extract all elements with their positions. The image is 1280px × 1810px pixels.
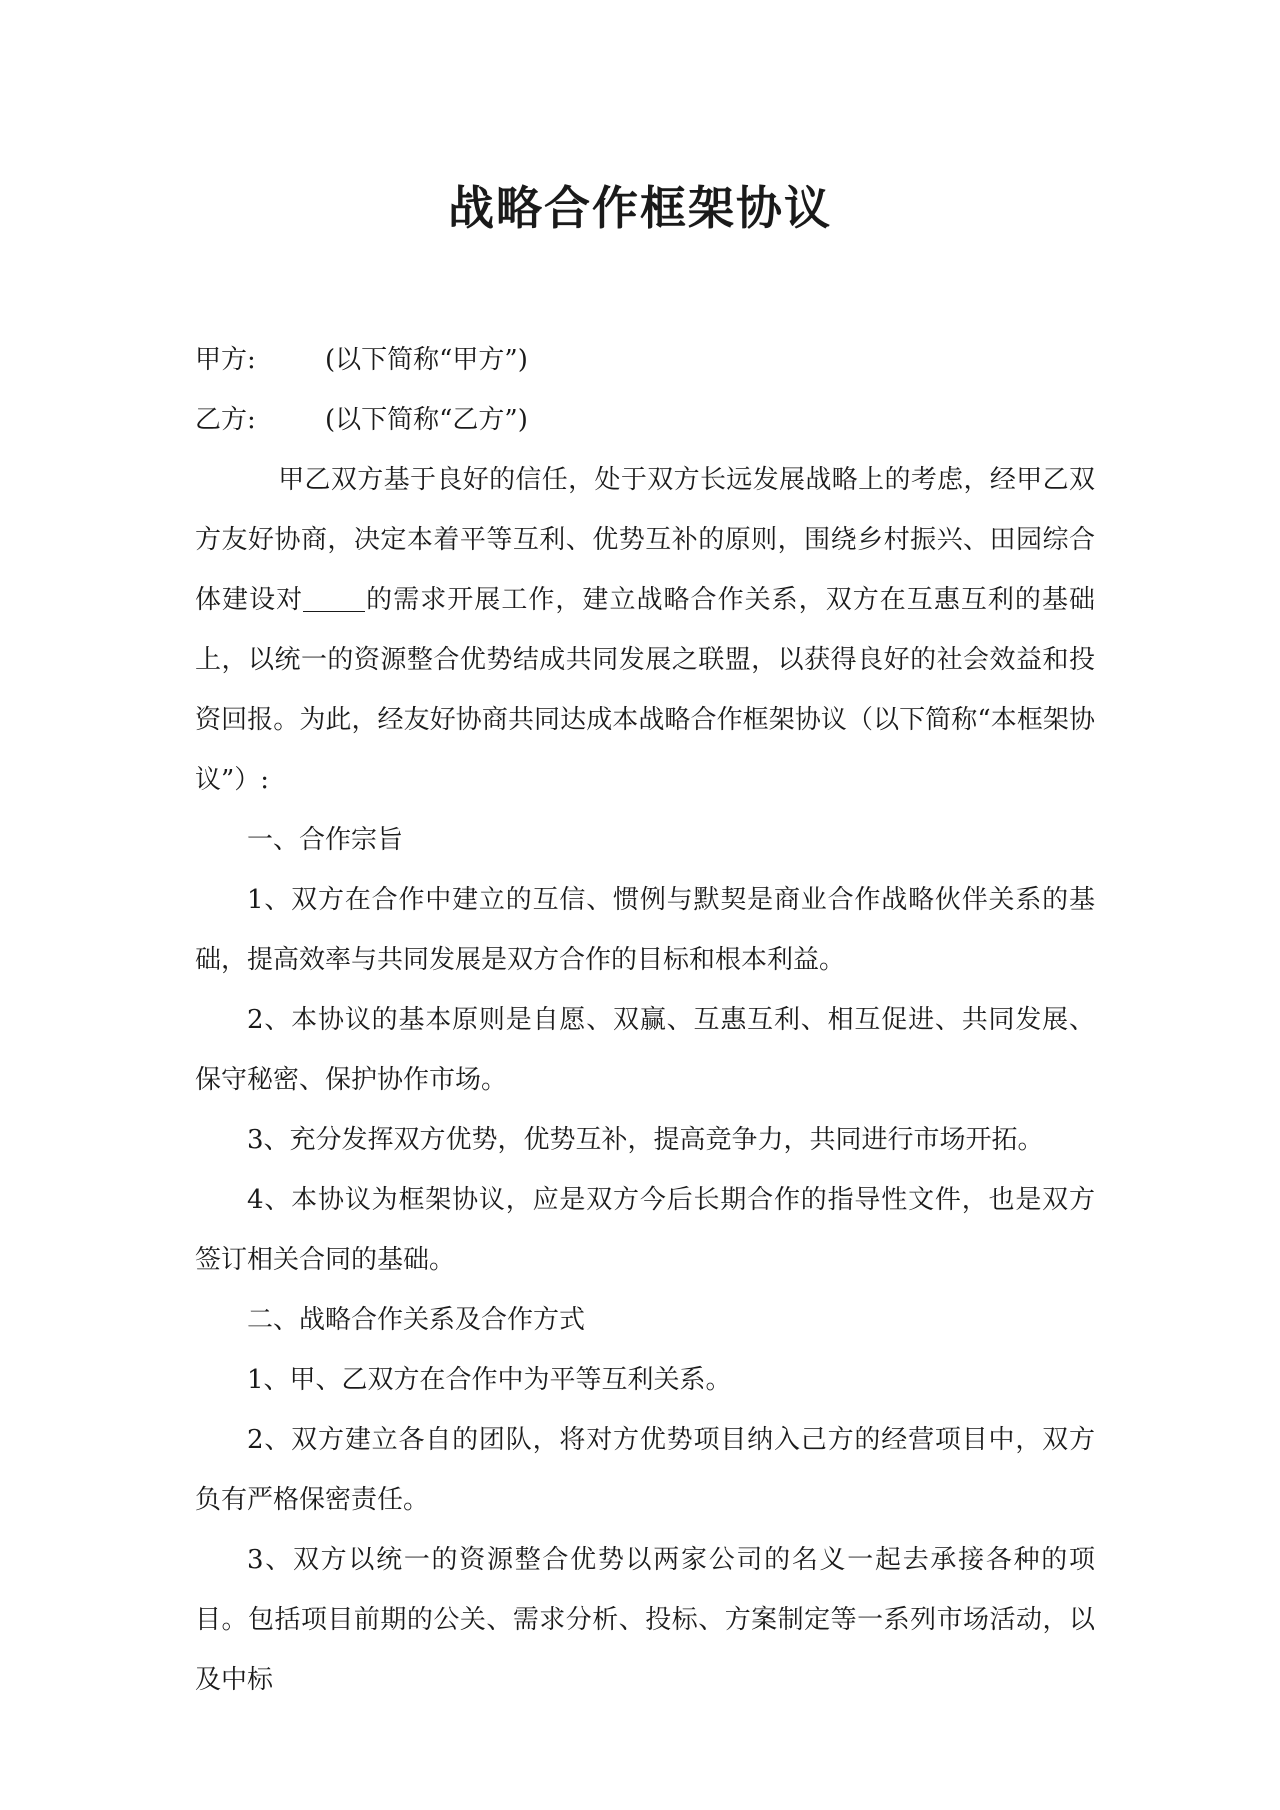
document-title: 战略合作框架协议 bbox=[448, 181, 832, 235]
section1-item-1: 1、双方在合作中建立的互信、惯例与默契是商业合作战略伙伴关系的基础，提高效率与共同发展是双方合作的目标和根本利益。 bbox=[195, 885, 1095, 975]
fill-in-blank bbox=[303, 582, 365, 612]
section1-item-2: 2、本协议的基本原则是自愿、双赢、互惠互利、相互促进、共同发展、保守秘密、保护协作市场。 bbox=[195, 1005, 1095, 1095]
intro-text-part1: 甲乙双方基于良好的信任，处于双方长远发展战略上的考虑，经甲乙双方友好协商，决定本着平等互利、优势互补的原则，围绕乡村振兴、田园综合体建设对 bbox=[195, 465, 1095, 615]
section1-item-4: 4、本协议为框架协议，应是双方今后长期合作的指导性文件，也是双方签订相关合同的基础。 bbox=[195, 1185, 1095, 1275]
party-a-line bbox=[195, 330, 1095, 390]
party-b-label: 乙方: bbox=[195, 405, 256, 435]
party-b-note: (以下简称“乙方”) bbox=[325, 405, 528, 435]
section1-heading: 一、合作宗旨 bbox=[247, 825, 404, 855]
party-a-note: (以下简称“甲方”) bbox=[325, 345, 528, 375]
party-a-label: 甲方: bbox=[195, 345, 256, 375]
section2-item-3: 3、双方以统一的资源整合优势以两家公司的名义一起去承接各种的项目。包括项目前期的公关、需求分析、投标、方案制定等一系列市场活动，以及中标 bbox=[195, 1545, 1095, 1695]
section2-item-1: 1、甲、乙双方在合作中为平等互利关系。 bbox=[247, 1365, 732, 1395]
intro-text-part2: 的需求开展工作，建立战略合作关系，双方在互惠互利的基础上，以统一的资源整合优势结成共同发展之联盟，以获得良好的社会效益和投资回报。为此，经友好协商共同达成本战略合作框架协议（以下简称“本框架协议”）: bbox=[195, 585, 1095, 795]
party-b-line bbox=[195, 390, 1095, 450]
section2-item-2: 2、双方建立各自的团队，将对方优势项目纳入己方的经营项目中，双方负有严格保密责任。 bbox=[195, 1425, 1095, 1515]
section2-heading: 二、战略合作关系及合作方式 bbox=[247, 1305, 586, 1335]
section1-item-3: 3、充分发挥双方优势，优势互补，提高竞争力，共同进行市场开拓。 bbox=[247, 1125, 1044, 1155]
intro-paragraph bbox=[195, 450, 1095, 810]
document-body bbox=[195, 330, 1095, 1710]
